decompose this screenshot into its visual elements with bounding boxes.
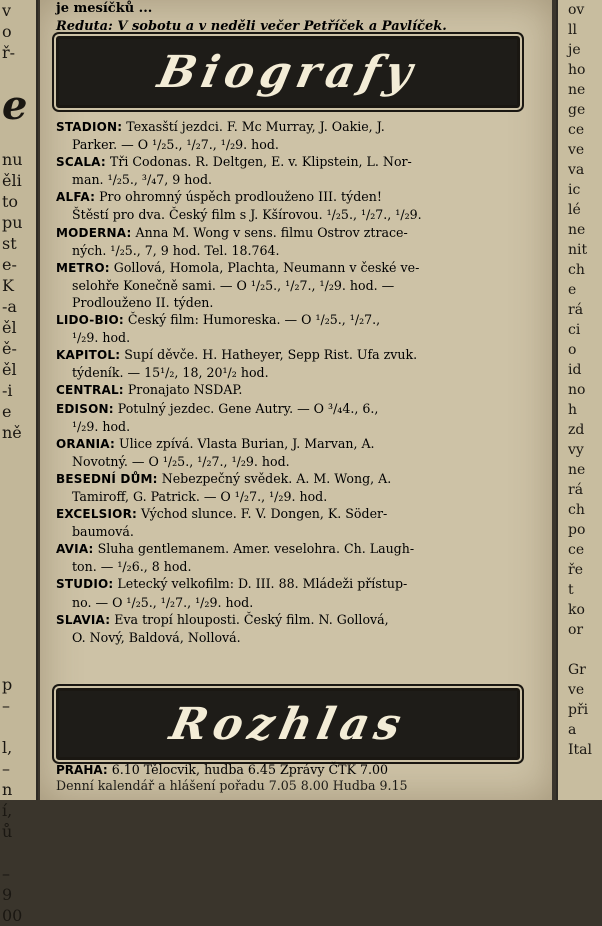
- cinema-entry: [56, 611, 524, 646]
- rozhlas-banner: [56, 688, 520, 760]
- column-fragment: [0, 653, 36, 674]
- cinema-entry: [56, 259, 524, 311]
- cinema-entry-line: [56, 558, 524, 575]
- column-fragment: to: [2, 192, 19, 211]
- cinema-entry-line: [56, 453, 524, 470]
- column-fragment: [0, 527, 36, 548]
- cinema-text: no. — O ¹/₂5., ¹/₂7., ¹/₂9. hod.: [72, 594, 254, 610]
- radio-line-2: Denní kalendář a hlášení pořadu 7.05 8.00 Hudba 9.15: [56, 778, 408, 793]
- column-fragment: vy: [568, 442, 584, 458]
- cinema-entry: [56, 118, 524, 153]
- column-fragment: ll: [568, 22, 577, 38]
- column-fragment: n: [2, 780, 13, 799]
- cinema-text: Východ slunce. F. V. Dongen, K. Söder-: [141, 506, 388, 522]
- cinema-entry: [56, 575, 524, 610]
- biografy-banner: [56, 36, 520, 108]
- column-fragment: rá: [568, 302, 584, 318]
- column-fragment: ge: [568, 102, 586, 118]
- cinema-name: SCALA:: [56, 155, 106, 170]
- column-fragment: ce: [568, 122, 585, 138]
- cinema-entry-line: [56, 346, 524, 364]
- column-fragment: ne: [568, 82, 586, 98]
- column-fragment: 00: [2, 906, 23, 925]
- column-fragment: ci: [568, 322, 581, 338]
- column-fragment: ně: [2, 423, 22, 442]
- cinema-listings: [56, 118, 524, 646]
- cinema-entry-line: [56, 575, 524, 593]
- cinema-text: Novotný. — O ¹/₂5., ¹/₂7., ¹/₂9. hod.: [72, 453, 290, 469]
- column-fragment: –: [2, 759, 10, 778]
- cinema-name: SLAVIA:: [56, 612, 111, 627]
- column-fragment: ve: [568, 682, 585, 698]
- column-fragment: o: [568, 342, 577, 358]
- cinema-entry-line: [56, 118, 524, 136]
- cinema-entry: [56, 381, 524, 399]
- cinema-text: Ulice zpívá. Vlasta Burian, J. Marvan, A.: [118, 435, 375, 451]
- cinema-entry-line: [56, 611, 524, 629]
- column-fragment: ěl: [2, 360, 17, 379]
- cinema-text: baumová.: [72, 524, 134, 540]
- cinema-text: Gollová, Homola, Plachta, Neumann v české ve-: [113, 259, 420, 275]
- column-fragment: í,: [2, 801, 13, 820]
- radio-listing: [56, 762, 526, 794]
- cinema-entry-line: [56, 594, 524, 611]
- cinema-name: STADION:: [56, 120, 123, 134]
- cinema-text: Tamiroff, G. Patrick. — O ¹/₂7., ¹/₂9. hod.: [72, 488, 328, 504]
- cinema-name: LIDO-BIO:: [56, 313, 124, 328]
- column-fragment: e-: [2, 255, 17, 274]
- cinema-name: AVIA:: [56, 542, 94, 557]
- cinema-entry: [56, 224, 524, 259]
- column-fragment: l,: [2, 738, 13, 757]
- column-fragment: je: [568, 42, 581, 58]
- column-fragment: ř-: [2, 43, 16, 62]
- column-fragment: ěli: [2, 171, 22, 190]
- column-fragment: Gr: [568, 662, 586, 678]
- column-fragment: [0, 569, 36, 590]
- right-column-fragments: [556, 0, 602, 800]
- column-fragment: lé: [568, 202, 581, 218]
- column-fragment: va: [568, 162, 585, 178]
- radio-line-1: 6.10 Tělocvik, hudba 6.45 Zprávy ČTK 7.00: [111, 762, 389, 777]
- header-line-1: je mesíčků ...: [56, 1, 153, 16]
- cinema-entry-line: [56, 381, 524, 399]
- column-fragment: [0, 611, 36, 632]
- column-fragment: ne: [568, 462, 586, 478]
- cinema-entry-line: [56, 188, 524, 206]
- cinema-name: ORANIA:: [56, 436, 115, 451]
- cinema-name: EXCELSIOR:: [56, 507, 138, 522]
- column-fragment: [0, 632, 36, 653]
- column-fragment: nit: [568, 242, 588, 258]
- column-fragment: -a: [2, 297, 17, 316]
- cinema-entry-line: [56, 277, 524, 294]
- cinema-text: Tři Codonas. R. Deltgen, E. v. Klipstein, L. Nor-: [109, 154, 412, 170]
- cinema-text: Parker. — O ¹/₂5., ¹/₂7., ¹/₂9. hod.: [72, 137, 279, 153]
- column-fragment: [0, 464, 36, 485]
- column-fragment: or: [568, 622, 584, 638]
- cinema-text: O. Nový, Baldová, Nollová.: [72, 629, 241, 645]
- cinema-entry: [56, 346, 524, 381]
- column-fragment: a: [568, 722, 577, 738]
- column-fragment: h: [568, 402, 578, 418]
- cinema-text: ¹/₂9. hod.: [72, 418, 131, 434]
- cinema-name: MODERNA:: [56, 225, 132, 240]
- column-fragment: ře: [568, 562, 583, 578]
- column-fragment: [0, 443, 36, 464]
- column-fragment: ko: [568, 602, 585, 618]
- cinema-text: Sluha gentlemanem. Amer. veselohra. Ch. Laugh-: [97, 541, 415, 557]
- column-fragment: ho: [568, 62, 586, 78]
- column-fragment: ov: [568, 2, 585, 18]
- cinema-entry-line: [56, 540, 524, 558]
- column-fragment: [0, 842, 36, 863]
- header-line-2: Reduta: V sobotu a v neděli večer Petříček a Pavlíček.: [56, 19, 447, 34]
- column-fragment: e: [2, 402, 12, 421]
- cinema-name: BESEDNÍ DŮM:: [56, 471, 158, 486]
- cinema-entry-line: [56, 418, 524, 435]
- cinema-entry-line: [56, 242, 524, 259]
- cinema-text: Potulný jezdec. Gene Autry. — O ³/₄4., 6.,: [117, 400, 379, 416]
- cinema-entry-line: [56, 364, 524, 381]
- column-fragment: v: [2, 1, 12, 20]
- cinema-text: Pro ohromný úspěch prodlouženo III. týden!: [99, 189, 382, 205]
- column-fragment: [0, 128, 36, 149]
- cinema-entry: [56, 505, 524, 540]
- cinema-text: ných. ¹/₂5., 7, 9 hod. Tel. 18.764.: [72, 242, 280, 258]
- column-fragment: st: [2, 234, 17, 253]
- column-fragment: [558, 640, 602, 660]
- cinema-entry: [56, 188, 524, 223]
- column-fragment: ů: [2, 822, 13, 841]
- cinema-text: ton. — ¹/₂6., 8 hod.: [72, 559, 192, 575]
- cinema-entry-line: [56, 153, 524, 171]
- column-fragment: –: [2, 864, 10, 883]
- column-fragment: -i: [2, 381, 13, 400]
- column-fragment: ic: [568, 182, 581, 198]
- column-fragment: p: [2, 675, 13, 694]
- cinema-text: Štěstí pro dva. Český film s J. Kšírovou. ¹/₂5., ¹/₂7., ¹/₂9.: [72, 207, 422, 223]
- cinema-entry-line: [56, 206, 524, 223]
- cinema-entry-line: [56, 505, 524, 523]
- cinema-entry-line: [56, 523, 524, 540]
- cinema-name: METRO:: [56, 260, 110, 275]
- cinema-entry-line: [56, 224, 524, 242]
- column-fragment: ne: [568, 222, 586, 238]
- column-fragment: ch: [568, 502, 585, 518]
- column-fragment: ch: [568, 262, 585, 278]
- column-fragment: no: [568, 382, 586, 398]
- cinema-text: Eva tropí hlouposti. Český film. N. Gollová,: [114, 611, 389, 627]
- column-fragment: zd: [568, 422, 585, 438]
- column-fragment: [0, 485, 36, 506]
- cinema-entry-line: [56, 488, 524, 505]
- cinema-name: CENTRAL:: [56, 383, 124, 398]
- column-fragment: [0, 716, 36, 737]
- cinema-entry-line: [56, 259, 524, 277]
- cinema-entry: [56, 311, 524, 346]
- cinema-entry-line: [56, 311, 524, 329]
- cinema-entry-line: [56, 400, 524, 418]
- cinema-text: Anna M. Wong v sens. filmu Ostrov ztrace-: [135, 224, 408, 240]
- column-fragment: [0, 63, 36, 84]
- column-fragment: K: [2, 276, 14, 295]
- column-fragment: nu: [2, 150, 23, 169]
- cinema-text: Prodlouženo II. týden.: [72, 294, 214, 310]
- column-fragment: [0, 590, 36, 611]
- biografy-title: Biografy: [153, 46, 423, 98]
- column-fragment: o: [2, 22, 12, 41]
- cinema-text: Pronajato NSDAP.: [127, 382, 243, 398]
- cinema-name: KAPITOL:: [56, 348, 121, 363]
- cinema-text: Texasští jezdci. F. Mc Murray, J. Oakie, J.: [126, 119, 385, 134]
- cinema-text: týdeník. — 15¹/₂, 18, 20¹/₂ hod.: [72, 365, 269, 381]
- cinema-entry-line: [56, 171, 524, 188]
- cinema-entry: [56, 153, 524, 188]
- column-fragment: 9: [2, 885, 13, 904]
- column-fragment: ve: [568, 142, 585, 158]
- column-fragment: po: [568, 522, 586, 538]
- cinema-entry-line: [56, 629, 524, 646]
- cinema-text: Letecký velkofilm: D. III. 88. Mládeži přístup-: [117, 576, 408, 592]
- column-fragment: ce: [568, 542, 585, 558]
- column-fragment: [0, 548, 36, 569]
- column-fragment: ě-: [2, 339, 17, 358]
- radio-station-name: PRAHA:: [56, 763, 108, 777]
- column-fragment: pu: [2, 213, 23, 232]
- cinema-entry: [56, 540, 524, 575]
- column-fragment: [0, 506, 36, 527]
- column-fragment: rá: [568, 482, 584, 498]
- cinema-text: Nebezpečný svědek. A. M. Wong, A.: [161, 470, 392, 486]
- column-fragment: t: [568, 582, 574, 598]
- column-fragment: id: [568, 362, 582, 378]
- cinema-text: Český film: Humoreska. — O ¹/₂5., ¹/₂7.,: [127, 312, 381, 328]
- rozhlas-title: Rozhlas: [165, 698, 411, 750]
- cinema-text: ¹/₂9. hod.: [72, 330, 131, 346]
- column-fragment: ěl: [2, 318, 17, 337]
- column-fragment: Ital: [568, 742, 592, 758]
- cinema-text: Supí děvče. H. Hatheyer, Sepp Rist. Ufa zvuk.: [124, 347, 418, 363]
- column-fragment: e: [2, 82, 28, 129]
- cinema-text: selohře Konečně sami. — O ¹/₂5., ¹/₂7., ¹/₂9. hod. —: [72, 277, 395, 293]
- cinema-entry: [56, 435, 524, 470]
- cinema-entry: [56, 470, 524, 505]
- cinema-entry: [56, 400, 524, 435]
- cinema-name: STUDIO:: [56, 577, 114, 592]
- cinema-text: man. ¹/₂5., ³/₄7, 9 hod.: [72, 172, 213, 188]
- column-fragment: při: [568, 702, 589, 718]
- cinema-entry-line: [56, 294, 524, 311]
- cinema-name: ALFA:: [56, 190, 96, 205]
- cinema-entry-line: [56, 435, 524, 453]
- left-column-fragments: [0, 0, 38, 925]
- cinema-entry-line: [56, 136, 524, 153]
- cinema-entry-line: [56, 470, 524, 488]
- column-fragment: –: [2, 696, 10, 715]
- cinema-entry-line: [56, 329, 524, 346]
- column-fragment: e: [568, 282, 577, 298]
- cinema-name: EDISON:: [56, 401, 114, 416]
- header-text: [56, 0, 536, 36]
